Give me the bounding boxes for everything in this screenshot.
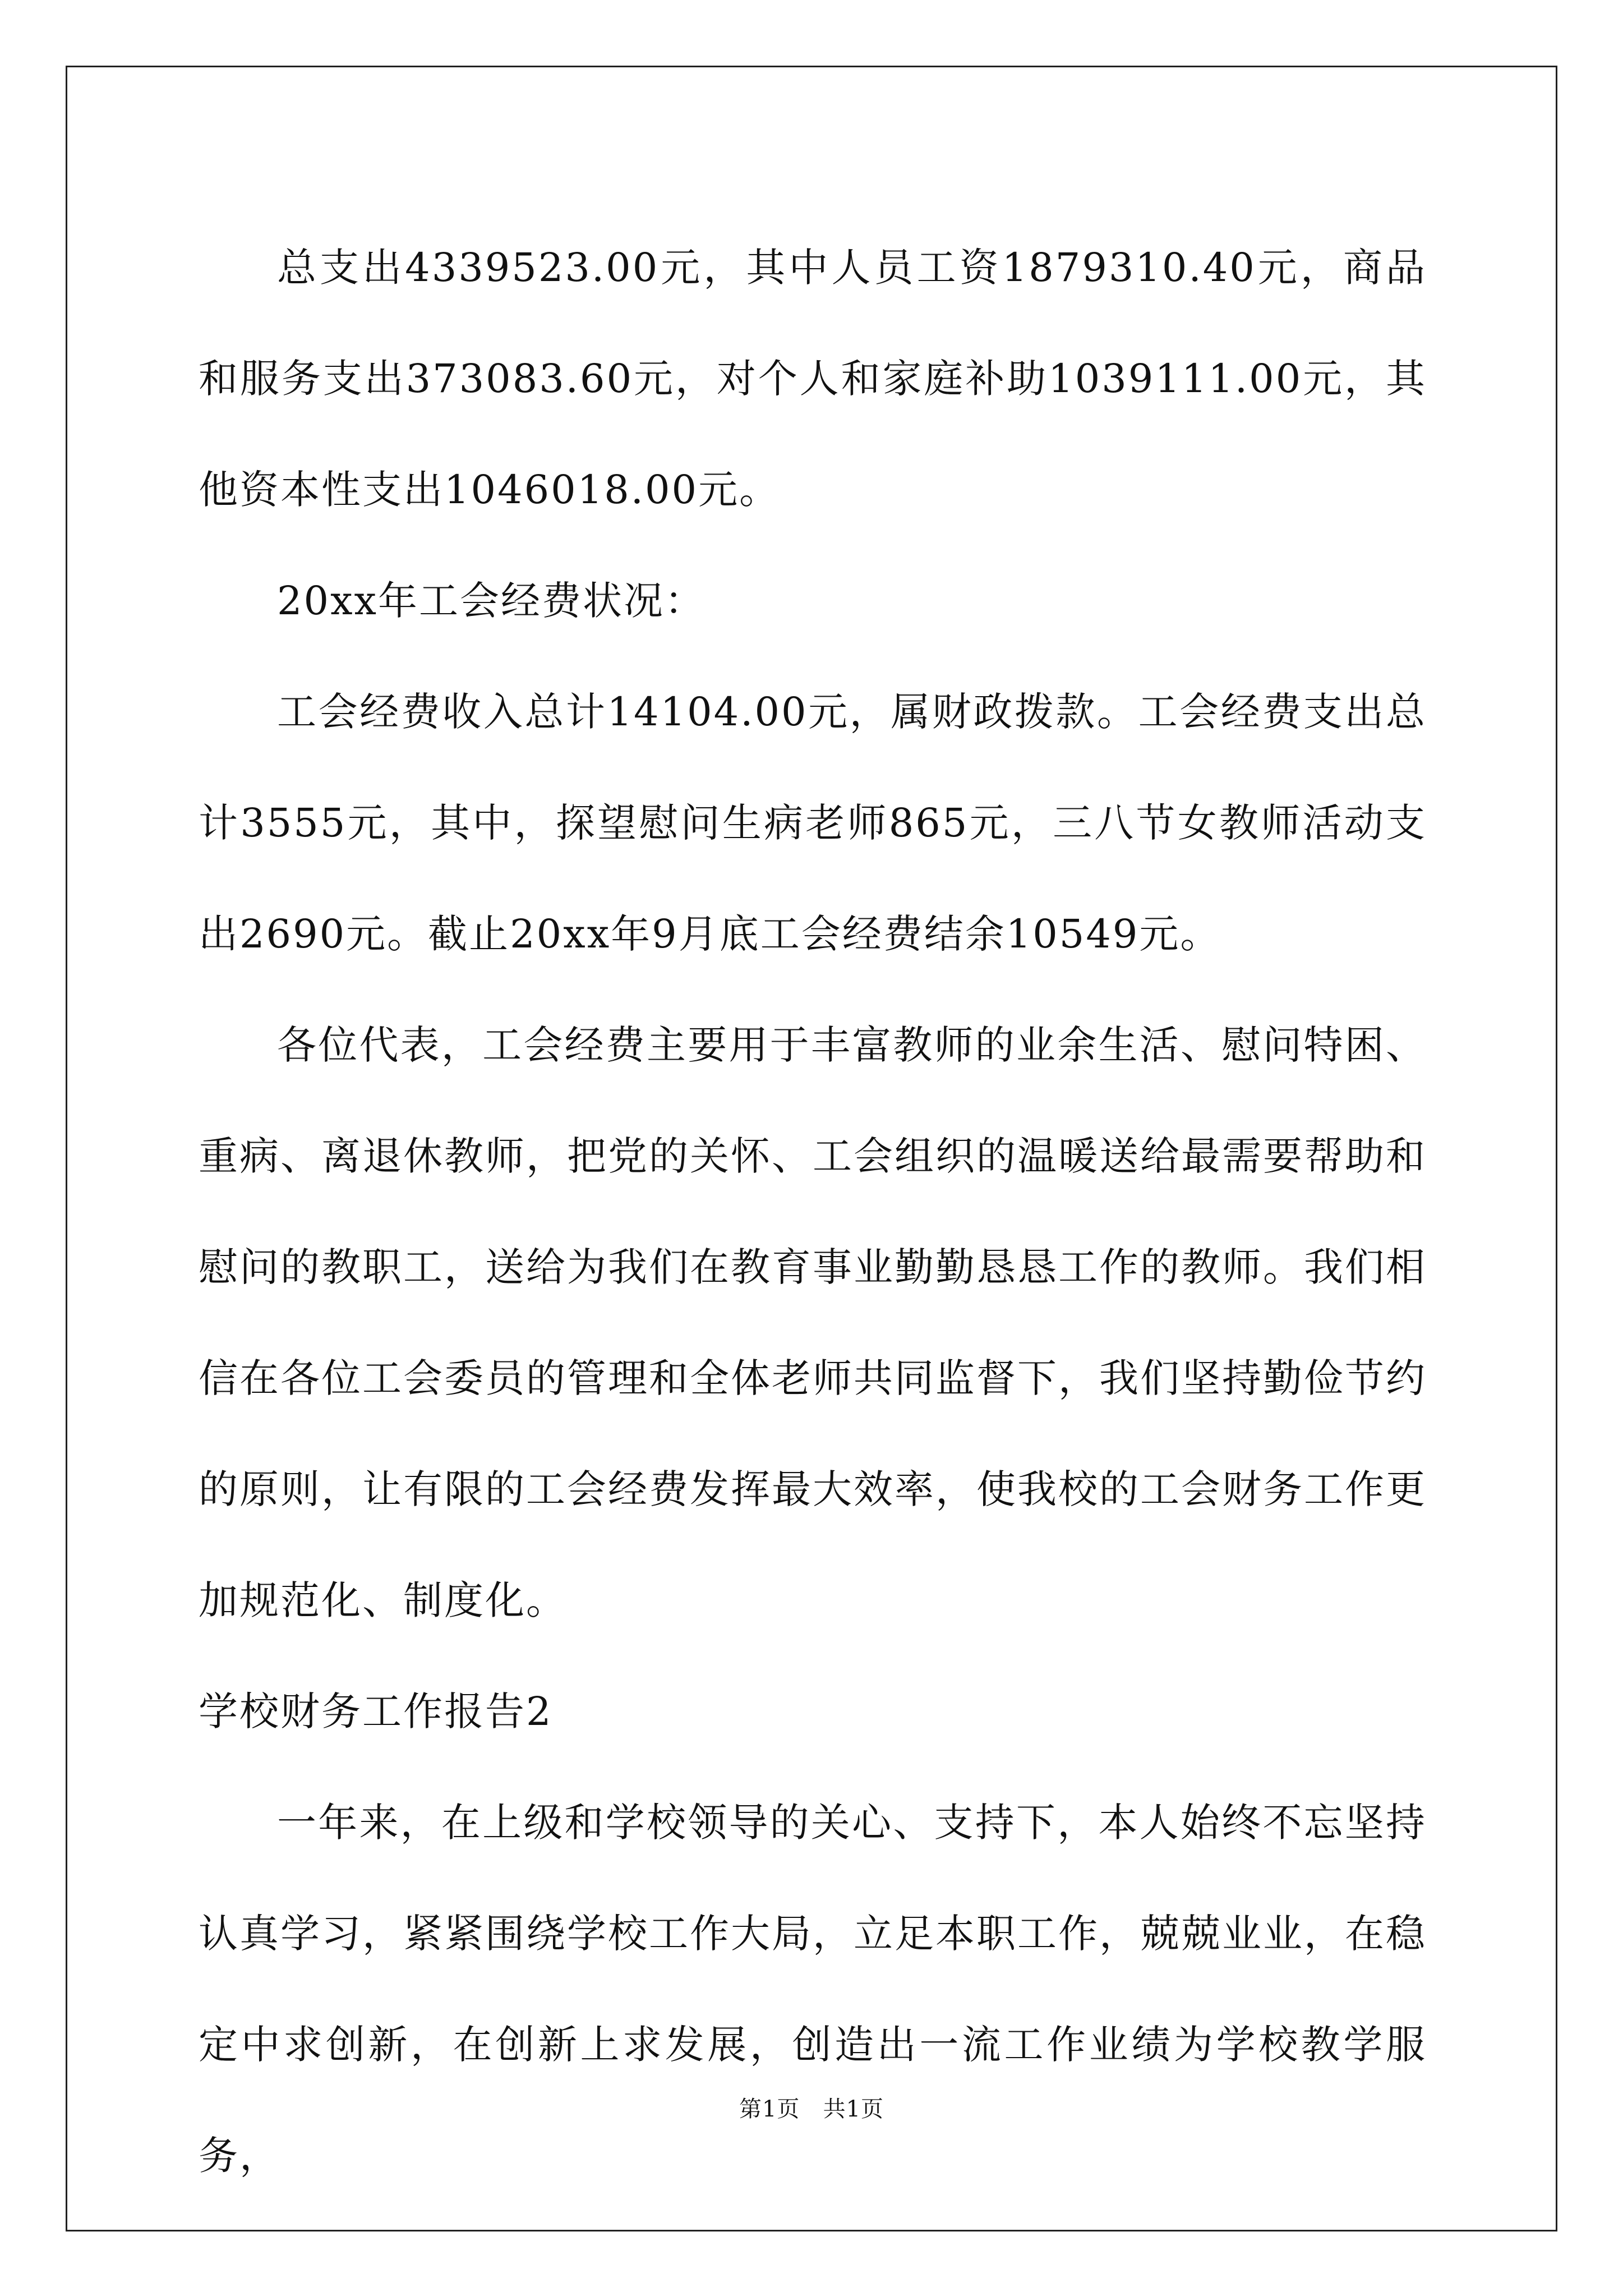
paragraph-year-summary: 一年来，在上级和学校领导的关心、支持下，本人始终不忘坚持认真学习，紧紧围绕学校工作大局，立足本职工作，兢兢业业，在稳定中求创新，在创新上求发展，创造出一流工作业绩为学校教学服务，: [199, 1800, 1427, 2179]
paragraph-union-funds-title: 20xx年工会经费状况：: [277, 578, 706, 624]
document-body: [199, 212, 1427, 2211]
section-heading: 学校财务工作报告2: [199, 1688, 553, 1734]
page-total: 共1页: [823, 2096, 884, 2122]
paragraph-expenditure: 总支出4339523.00元，其中人员工资1879310.40元，商品和服务支出373083.60元，对个人和家庭补助1039111.00元，其他资本性支出1046018.00元。: [199, 245, 1427, 513]
paragraph-union-funds: 工会经费收入总计14104.00元，属财政拨款。工会经费支出总计3555元，其中，探望慰问生病老师865元，三八节女教师活动支出2690元。截止20xx年9月底工会经费结余10549元。: [199, 689, 1427, 957]
page-number: 第1页: [739, 2096, 800, 2122]
page-footer: [0, 2091, 1623, 2123]
paragraph-delegates: 各位代表，工会经费主要用于丰富教师的业余生活、慰问特困、重病、离退休教师，把党的关怀、工会组织的温暖送给最需要帮助和慰问的教职工，送给为我们在教育事业勤勤恳恳工作的教师。我们相信在各位工会委员的管理和全体老师共同监督下，我们坚持勤俭节约的原则，让有限的工会经费发挥最大效率，使我校的工会财务工作更加规范化、制度化。: [199, 1022, 1427, 1623]
